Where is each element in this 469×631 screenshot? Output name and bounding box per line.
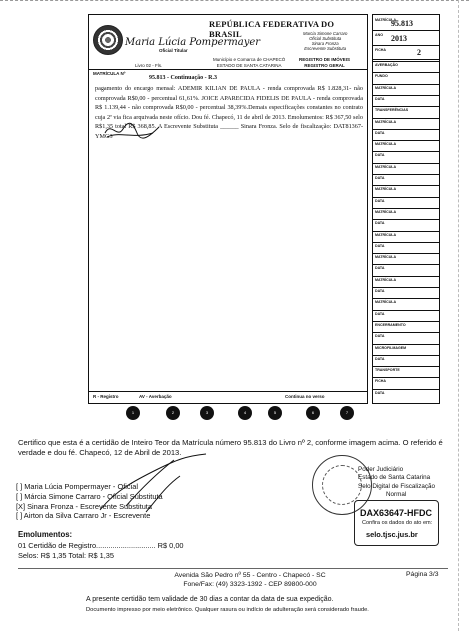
side-divider [373,95,439,96]
punch-hole-number: 7 [345,410,349,415]
side-row-label: MATRÍCULA [375,119,397,124]
side-matricula-label: MATRÍCULA [375,18,397,22]
side-row-label: DATA [375,176,385,180]
side-divider [373,197,439,198]
seal-line: Selo Digital de Fiscalização [358,482,435,490]
side-row-label: FICHA [375,379,386,384]
address-line: Avenida São Pedro nº 55 - Centro - Chapecó - SC [174,572,326,579]
registry-line: REGISTRO DE IMÓVEIS [299,57,351,62]
punch-hole-number: 6 [311,410,315,415]
side-row-label: TRANSPORTE [375,368,400,373]
staff-line: Marcia Simone Carraro [303,31,348,36]
side-row-label: ENCERRAMENTO [375,322,406,327]
side-divider [373,264,439,265]
side-divider [373,174,439,175]
side-divider [373,242,439,243]
notary-stamp-inner [322,465,362,505]
header-divider [89,69,367,70]
punch-hole-icon [126,406,140,420]
staff-line: Sinara Fronza [311,41,339,46]
staff-header [303,31,347,51]
side-divider [373,118,439,119]
punch-hole-icon [268,406,282,420]
phone-line: Fone/Fax: (49) 3323-1392 - CEP 89800-000 [183,581,317,588]
coat-of-arms-icon [93,25,123,55]
top-crop-line [0,0,469,1]
side-row-label: MATRÍCULA [375,300,397,305]
punch-hole-icon [306,406,320,420]
staff-line: Escrevente Substituta [304,46,347,51]
cert-signature [96,450,216,520]
footer-rule [18,568,448,569]
side-divider [373,30,439,31]
fraud-notice: Documento impresso por meio eletrônico. Qualquer rasura ou indício de adulteração será considerado fraude. [86,607,369,613]
side-divider [373,377,439,378]
staff-item: [ ] Maria Lúcia Pompermayer - Oficial [16,482,138,491]
seal-confira: Confira os dados do ato em: [362,520,433,526]
handwritten-signature [103,119,163,141]
municipality-line: Município e Comarca de CHAPECÓ [213,57,286,62]
legend-averbacao: AV - Averbação [139,394,172,399]
officer-role: Oficial Titular [159,48,188,53]
side-divider [373,276,439,277]
office-address [100,571,400,589]
continuation-heading: 95.813 - Continuação - R.3 [149,75,218,81]
side-row-label: DATA [375,198,385,203]
punch-hole-number: 5 [273,410,277,415]
side-row-label: DATA [375,130,385,135]
seal-code: DAX63647-HFDC [360,508,433,518]
emolumentos-line: 01 Certidão de Registro............................. R$ 0,00 [18,541,184,550]
side-row-label: DATA [375,243,385,248]
index-side-column [372,14,440,404]
side-divider [373,84,439,85]
side-ficha-value: 2 [417,48,421,57]
punch-hole-number: 3 [205,410,209,415]
side-divider [373,208,439,209]
side-divider [373,366,439,367]
validity-notice: A presente certidão tem validade de 30 dias a contar da data de sua expedição. [86,596,334,603]
state-line: ESTADO DE SANTA CATARINA [216,62,282,68]
seal-line: Normal [386,491,407,499]
registry-body-text: pagamento do encargo mensal: ADEMIR KILIAN DE PAULA - renda comprovada R$ 1.828,31- não comprovada R$0,00 - percentual 61,61%. JOICE APARECIDA FIDELIS DE PAULA - renda comprovada R$ 1.139,44 - não comprovada R$0,00 - percentual 38,39%.Demais especificações constantes no contrato cuja 2ª via fica arquivada neste ofício. Dou fé. Chapecó, 11 de abril de 2013. Emolumentos: R$ 367,50 selo R$1,35 total R$ 368,85. A Escrevente Substituta ______ Sinara Fronza. Selo de fiscalização: DAT81367-YMG3 [95,85,363,140]
staff-item: [ ] Airton da Silva Carraro Jr - Escrevente [16,511,151,521]
side-row-label: DATA [375,221,385,226]
side-divider [373,45,439,46]
side-divider [373,219,439,220]
side-row-label: MATRÍCULA [375,187,397,192]
side-divider [373,129,439,130]
registry-label [299,57,350,68]
matricula-label: MATRÍCULA Nº [93,71,126,76]
side-divider [373,231,439,232]
side-row-label: DATA [375,96,385,101]
side-divider [373,61,439,62]
punch-hole-number: 2 [171,410,175,415]
side-row-label: DATA [375,289,385,293]
side-divider [373,59,439,60]
footer-divider [89,391,367,392]
officer-signature: Maria Lúcia Pompermayer [125,37,261,48]
legend-registro: R - Registro [93,394,119,399]
registry-line: REGISTRO GERAL [304,62,345,68]
side-divider [373,310,439,311]
side-row-label: MICROFILMAGEM [375,345,407,350]
side-ano-label: ANO [375,33,383,37]
side-row-label: DATA [375,334,385,339]
side-divider [373,151,439,152]
side-ano-value: 2013 [391,34,407,43]
side-row-label: DATA [375,311,385,316]
page-number: Página 3/3 [406,571,439,578]
side-divider [373,332,439,333]
side-divider [373,163,439,164]
staff-line: Oficial Substituta [309,36,342,41]
side-row-label: MATRÍCULA [375,85,397,90]
side-ficha-label: FICHA [375,48,386,52]
side-row-label: DATA [375,390,385,395]
certificate-text: Certifico que esta é a certidão de Inteiro Teor da Matrícula número 95.813 do Livro nº 2, conforme imagem acima. O referido é verdade e dou fé. Chapecó, 12 de Abril de 2013. [18,438,443,457]
side-row-label: MATRÍCULA [375,277,397,282]
side-divider [373,321,439,322]
seal-line: Estado de Santa Catarina [358,474,431,482]
side-divider [373,344,439,345]
side-row-label: MATRÍCULA [375,164,397,169]
punch-hole-icon [340,406,354,420]
seal-line: Poder Judiciário [358,466,404,473]
side-row-label: MATRÍCULA [375,142,397,147]
emolumentos-line: Selos: R$ 1,35 Total: R$ 1,35 [18,550,115,560]
side-row-label: FUNDO [375,74,388,79]
republic-title: REPÚBLICA FEDERATIVA DO BRASIL [209,19,335,39]
municipality [213,57,285,68]
side-row-label: AVERBAÇÃO [375,63,398,67]
emolumentos-lines [18,541,184,560]
punch-hole-icon [200,406,214,420]
side-row-label: MATRÍCULA [375,209,397,214]
staff-item: [X] Sinara Fronza - Escrevente Substituta [16,501,152,511]
punch-hole-icon [238,406,252,420]
emolumentos-title: Emolumentos: [18,530,73,539]
side-divider [373,140,439,141]
punch-hole-icon [166,406,180,420]
side-matricula-value: 95.813 [391,19,413,28]
side-divider [373,355,439,356]
punch-hole-number: 1 [131,410,135,415]
continues-on-back: Continua no verso [285,394,325,399]
seal-website-link[interactable]: selo.tjsc.jus.br [366,530,418,539]
side-divider [373,287,439,288]
right-crop-line [458,0,459,631]
punch-hole-number: 4 [243,410,247,415]
registry-sheet [88,14,368,404]
side-row-label: TRANSFERÊNCIAS [375,108,409,113]
side-divider [373,253,439,254]
side-row-label: DATA [375,153,385,158]
seal-text [358,466,435,500]
side-divider [373,389,439,390]
side-row-label: DATA [375,356,385,361]
side-row-label: MATRÍCULA [375,255,397,260]
book-label: Livro 02 - Fls. [135,63,163,68]
side-row-label: MATRÍCULA [375,232,397,237]
staff-item: [ ] Márcia Simone Carraro - Oficial Substituta [16,491,163,501]
side-divider [373,72,439,73]
side-row-label: DATA [375,266,385,271]
